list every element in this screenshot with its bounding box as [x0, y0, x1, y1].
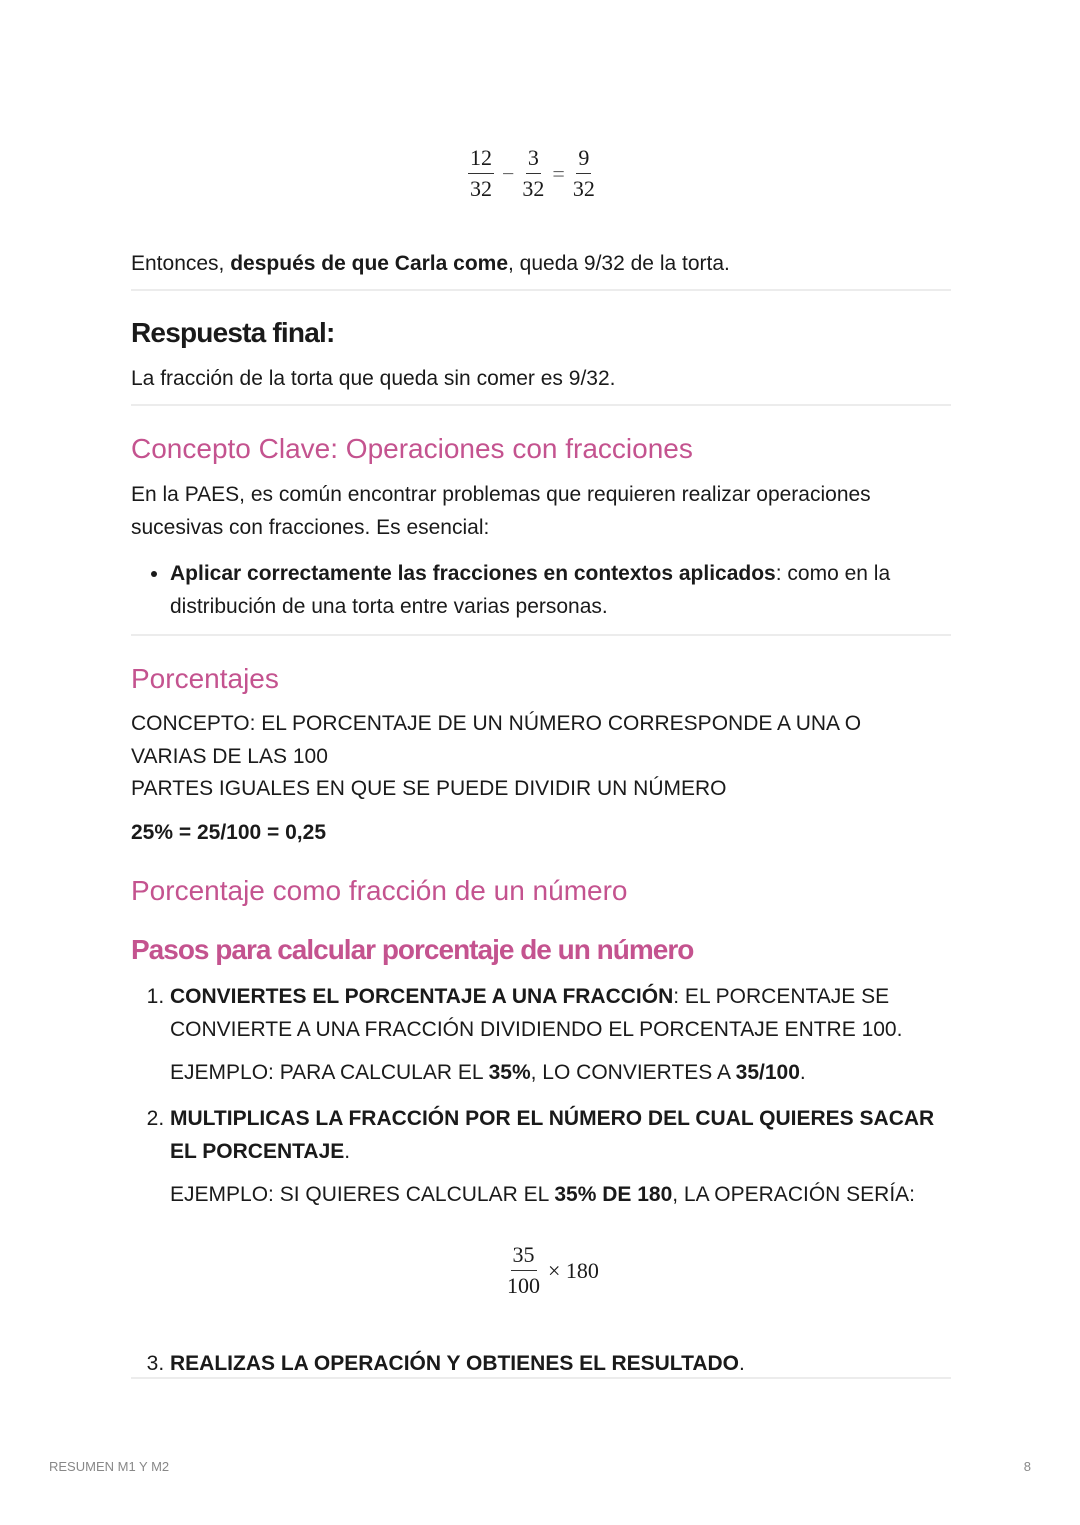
numerator: 3: [526, 146, 541, 174]
bold-text: CONVIERTES EL PORCENTAJE A UNA FRACCIÓN: [170, 985, 674, 1008]
bold-text: REALIZAS LA OPERACIÓN Y OBTIENES EL RESULTADO: [170, 1352, 739, 1375]
step-3: [170, 1347, 951, 1380]
concepto-paragraph: En la PAES, es común encontrar problemas que requieren realizar operaciones sucesivas con fracciones. Es esencial:: [131, 483, 871, 539]
colon: :: [325, 317, 335, 348]
heading-porcentaje-fraccion: Porcentaje como fracción de un número: [131, 875, 628, 906]
text: Entonces,: [131, 252, 231, 275]
concepto-bullet-list: [131, 557, 951, 623]
porcentaje-concept-line2: PARTES IGUALES EN QUE SE PUEDE DIVIDIR UN NÚMERO: [131, 777, 727, 800]
porcentaje-example: 25% = 25/100 = 0,25: [131, 821, 326, 844]
bold-text: Aplicar correctamente las fracciones en contextos aplicados: [170, 562, 776, 585]
text: EJEMPLO: PARA CALCULAR EL: [170, 1061, 489, 1084]
heading-concepto-clave: Concepto Clave: Operaciones con fracciones: [131, 433, 693, 464]
text: : EL PORCENTAJE SE CONVIERTE A UNA FRACCIÓN DIVIDIENDO EL PORCENTAJE ENTRE 100.: [170, 985, 903, 1041]
minus-sign: −: [502, 160, 515, 186]
equals-sign: =: [552, 160, 565, 186]
bold-text: 35%: [488, 1061, 531, 1084]
equation-fraction-subtraction: [468, 146, 595, 201]
numerator: 9: [576, 146, 591, 174]
bold-text: 35% DE 180: [554, 1183, 673, 1206]
text: , queda 9/32 de la torta.: [508, 252, 730, 275]
heading-porcentajes: Porcentajes: [131, 663, 279, 694]
divider: [131, 634, 951, 636]
denominator: 32: [470, 176, 492, 201]
bold-text: después de que Carla come: [230, 252, 509, 275]
text: , LO CONVIERTES A: [530, 1061, 736, 1084]
porcentaje-concept-line1: CONCEPTO: EL PORCENTAJE DE UN NÚMERO CORRESPONDE A UNA O VARIAS DE LAS 100: [131, 712, 862, 768]
heading-pasos: Pasos para calcular porcentaje de un número: [131, 934, 694, 965]
equation-percentage-multiplication: [507, 1243, 599, 1298]
divider: [131, 404, 951, 406]
numerator: 35: [511, 1243, 537, 1271]
text: .: [344, 1140, 351, 1163]
denominator: 32: [522, 176, 545, 201]
denominator: 32: [572, 176, 595, 201]
bold-text: MULTIPLICAS LA FRACCIÓN POR EL NÚMERO DEL CUAL QUIERES SACAR EL PORCENTAJE: [170, 1107, 935, 1163]
final-answer-text: La fracción de la torta que queda sin comer es 9/32.: [131, 367, 616, 390]
step-2-example: [170, 1178, 951, 1211]
denominator: 100: [507, 1273, 540, 1298]
step-1-example: [170, 1056, 951, 1089]
text: : como en la distribución de una torta entre varias personas.: [170, 562, 891, 618]
divider: [131, 1377, 951, 1379]
bold-text: 35/100: [735, 1061, 800, 1084]
heading-text: Respuesta final: [131, 317, 326, 348]
step-1: [170, 980, 951, 1089]
text: , LA OPERACIÓN SERÍA:: [672, 1183, 916, 1206]
text: .: [739, 1352, 745, 1375]
heading-respuesta-final: [131, 316, 951, 349]
multiply-180: × 180: [548, 1257, 599, 1283]
divider: [131, 289, 951, 291]
footer-title: RESUMEN M1 Y M2: [49, 1459, 170, 1474]
paragraph-conclusion: [131, 247, 951, 280]
steps-list: [131, 980, 951, 1380]
step-2: [170, 1102, 951, 1347]
text: .: [799, 1061, 806, 1084]
text: EJEMPLO: SI QUIERES CALCULAR EL: [170, 1183, 555, 1206]
page-number: 8: [1023, 1459, 1031, 1474]
list-item: [170, 557, 951, 623]
numerator: 12: [468, 146, 494, 174]
